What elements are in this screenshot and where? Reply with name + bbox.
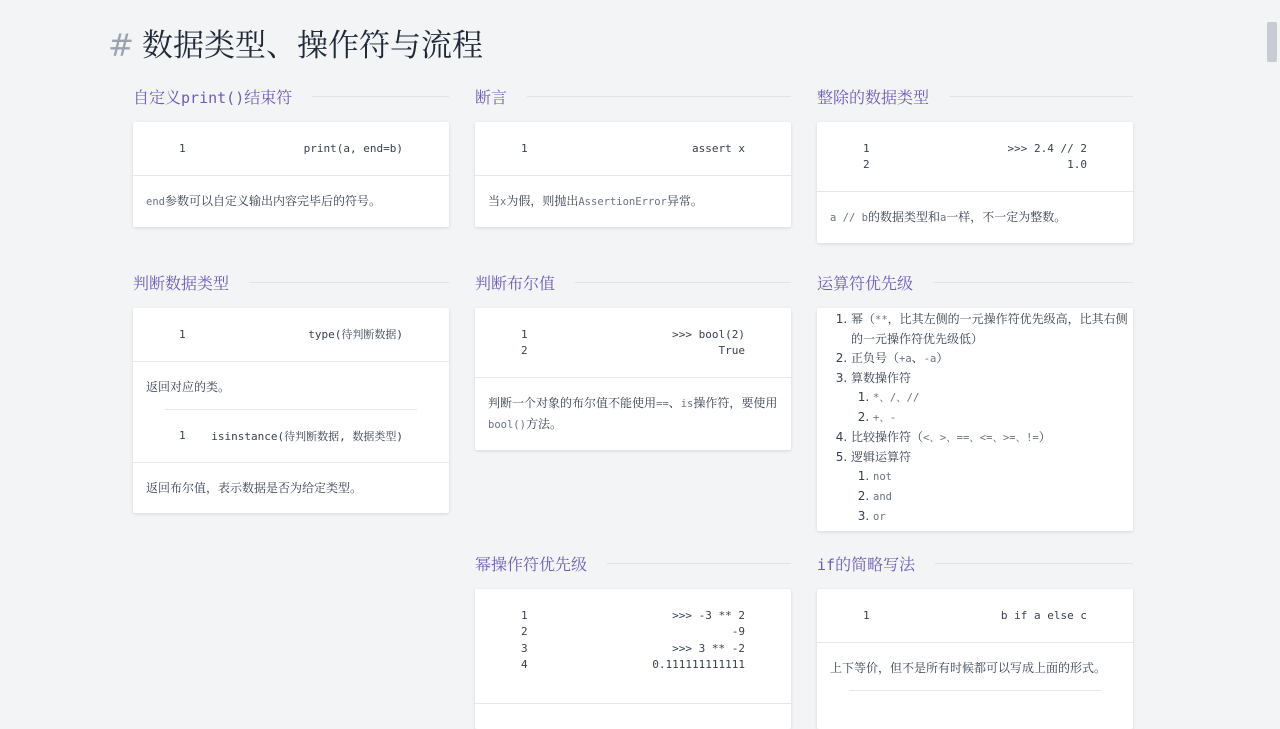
section-assert — [475, 84, 791, 227]
line-number: 2 — [521, 344, 528, 358]
line-number: 3 — [521, 641, 528, 655]
code-text: isinstance(待判断数据, 数据类型) — [211, 429, 403, 443]
section-divider — [933, 282, 1133, 283]
section-header — [133, 84, 449, 108]
code-text: True — [718, 344, 745, 358]
separator — [849, 690, 1101, 691]
code-text: >>> -3 ** 2 — [672, 608, 745, 622]
section-print-end — [133, 84, 449, 227]
scrollbar-thumb[interactable] — [1267, 22, 1277, 62]
card — [817, 589, 1133, 729]
section-header — [817, 270, 1133, 294]
code-block — [133, 308, 449, 362]
line-number: 2 — [521, 625, 528, 639]
card — [475, 589, 791, 729]
list-item: 1. 幂（**，比其左侧的一元操作符优先级高，比其右侧的一元操作符优先级低） — [851, 310, 1133, 349]
code-line — [521, 140, 745, 157]
page-title-text: 数据类型、操作符与流程 — [141, 28, 483, 64]
card — [817, 308, 1133, 531]
section-divider — [527, 96, 791, 97]
section-if-short — [817, 551, 1133, 729]
description: end参数可以自定义输出内容完毕后的符号。 — [146, 193, 381, 208]
code-block — [817, 589, 1133, 643]
code-line — [521, 607, 745, 624]
code-text: >>> 3 ** -2 — [672, 641, 745, 655]
code-text: 1.0 — [1067, 158, 1087, 172]
section-precedence — [817, 270, 1133, 531]
code-text: >>> 2.4 // 2 — [1007, 141, 1087, 155]
code-text: 0.111111111111 — [652, 658, 745, 672]
section-divider — [249, 282, 449, 283]
code-text: -9 — [731, 625, 745, 639]
code-line — [179, 428, 403, 445]
line-number: 1 — [179, 429, 186, 443]
code-text: type(待判断数据) — [308, 328, 403, 342]
section-power — [475, 551, 791, 729]
list-item: 5. 逻辑运算符 1. not 2. and 3. or — [851, 448, 1133, 527]
section-header — [817, 84, 1133, 108]
sub-list-item: 3. or — [873, 507, 1133, 527]
code-line — [863, 140, 1087, 157]
section-title: if的简略写法 — [817, 554, 916, 574]
description: 返回对应的类。 — [146, 379, 231, 394]
section-divider — [312, 96, 449, 97]
code-line — [863, 607, 1087, 624]
code-block — [133, 410, 449, 464]
sub-list-item: 1. *、/、// — [873, 388, 1133, 408]
sub-list-item: 2. and — [873, 487, 1133, 507]
list-item: 3. 算数操作符 1. *、/、// 2. +、- — [851, 369, 1133, 428]
section-title: 运算符优先级 — [817, 273, 914, 293]
code-line — [521, 343, 745, 360]
section-type — [133, 270, 449, 513]
section-title: 断言 — [475, 87, 508, 107]
description: 返回布尔值，表示数据是否为给定类型。 — [146, 481, 363, 495]
description: 判断一个对象的布尔值不能使用==、is操作符，要使用bool()方法。 — [488, 396, 778, 431]
line-number: 1 — [521, 608, 528, 622]
code-line — [521, 326, 745, 343]
code-block — [817, 122, 1133, 192]
section-title: 幂操作符优先级 — [475, 554, 588, 574]
section-title: 自定义print()结束符 — [133, 87, 293, 107]
section-title: 判断布尔值 — [475, 273, 556, 293]
description: a // b的数据类型和a一样，不一定为整数。 — [830, 210, 1067, 224]
code-line — [521, 657, 745, 674]
code-line — [179, 326, 403, 343]
card — [475, 308, 791, 450]
code-line — [521, 640, 745, 657]
code-block — [475, 308, 791, 378]
line-number: 1 — [179, 141, 186, 155]
line-number: 4 — [521, 658, 528, 672]
card — [817, 122, 1133, 243]
sub-list-item: 1. not — [873, 467, 1133, 487]
section-header — [475, 551, 791, 575]
code-block — [475, 122, 791, 176]
card — [133, 122, 449, 227]
section-header — [817, 551, 1133, 575]
code-line — [521, 624, 745, 641]
page-title — [108, 20, 483, 65]
section-divider — [575, 282, 791, 283]
section-divider — [949, 96, 1133, 97]
line-number: 1 — [521, 141, 528, 155]
section-title: 判断数据类型 — [133, 273, 230, 293]
section-header — [133, 270, 449, 294]
title-hash: # — [108, 28, 134, 64]
card — [475, 122, 791, 227]
section-floordiv — [817, 84, 1133, 243]
code-block — [475, 589, 791, 704]
section-header — [475, 84, 791, 108]
card — [133, 308, 449, 513]
precedence-list — [817, 308, 1133, 531]
code-block — [133, 122, 449, 176]
section-bool — [475, 270, 791, 450]
list-item: 4. 比较操作符（<、>、==、<=、>=、!=） — [851, 428, 1133, 448]
code-text: print(a, end=b) — [303, 141, 403, 155]
scrollbar[interactable] — [1264, 0, 1280, 720]
list-item: 2. 正负号（+a、-a） — [851, 349, 1133, 369]
sub-list-item: 2. +、- — [873, 408, 1133, 428]
line-number: 1 — [179, 327, 186, 341]
line-number: 1 — [863, 141, 870, 155]
code-line — [863, 157, 1087, 174]
section-divider — [935, 563, 1133, 564]
section-divider — [607, 563, 791, 564]
code-text: assert x — [692, 141, 745, 155]
line-number: 2 — [863, 158, 870, 172]
code-text: >>> bool(2) — [672, 327, 745, 341]
code-text: b if a else c — [1000, 608, 1087, 622]
description: 当x为假，则抛出AssertionError异常。 — [488, 193, 703, 208]
code-line — [179, 140, 403, 157]
section-title: 整除的数据类型 — [817, 87, 930, 107]
description: 上下等价，但不是所有时候都可以写成上面的形式。 — [830, 660, 1107, 675]
line-number: 1 — [521, 327, 528, 341]
line-number: 1 — [863, 608, 870, 622]
section-header — [475, 270, 791, 294]
